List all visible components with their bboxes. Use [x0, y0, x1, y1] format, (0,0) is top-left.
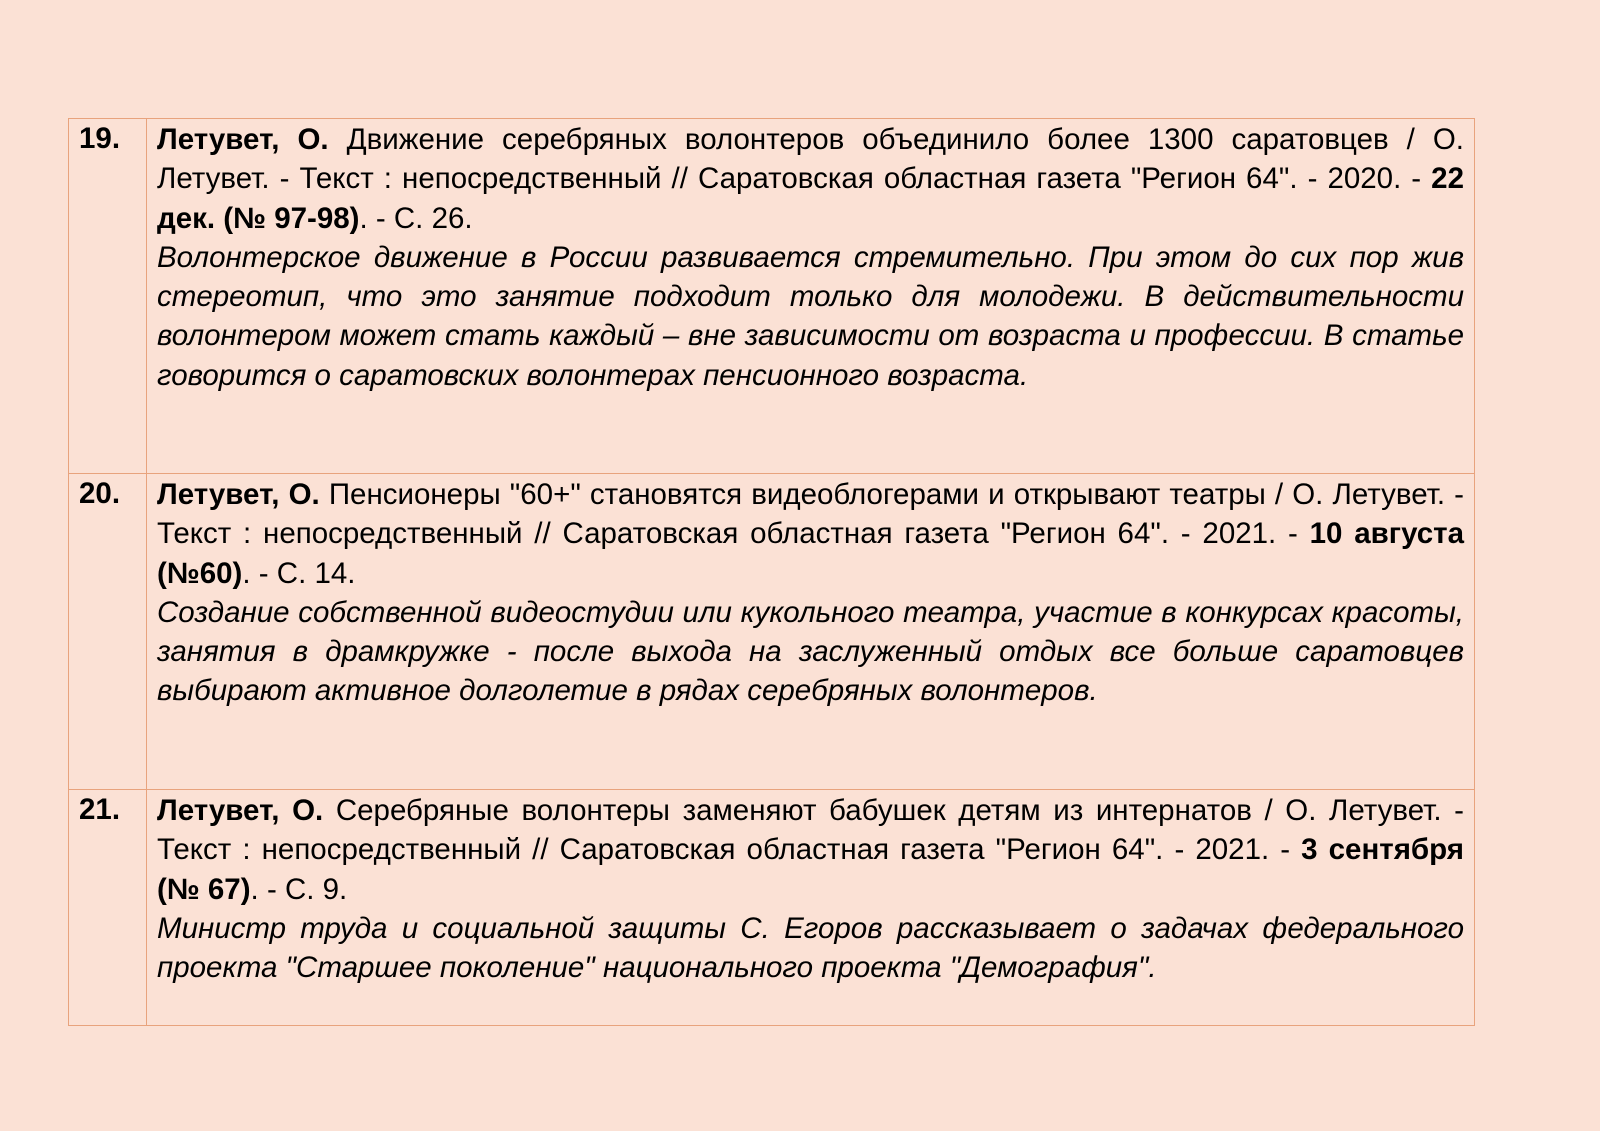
entry-annotation: Создание собственной видеостудии или кукольного театра, участие в конкурсах красоты, занятия в драмкружке - после выхода на заслуженный отдых все больше саратовцев выбирают активное долголетие в рядах серебряных волонтеров. — [157, 595, 1464, 708]
entry-author: Летувет, О. — [157, 794, 324, 827]
entry-number: 19. — [69, 119, 147, 474]
entry-issue: 10 августа (№60) — [157, 517, 1464, 590]
entry-annotation: Министр труда и социальной защиты С. Егоров рассказывает о задачах федерального проекта "Старшее поколение" национального проекта "Демография". — [157, 911, 1464, 985]
entry-number: 21. — [69, 790, 147, 1026]
entry-citation-end: . - С. 14. — [242, 556, 356, 590]
entry-text — [147, 474, 1475, 790]
entry-text — [147, 119, 1475, 474]
entry-citation-end: . - С. 26. — [359, 201, 473, 235]
bibliography-entry — [69, 119, 1475, 474]
bibliography-entry — [69, 790, 1475, 1026]
entry-annotation: Волонтерское движение в России развивается стремительно. При этом до сих пор жив стереотип, что это занятие подходит только для молодежи. В действительности волонтером может стать каждый – вне зависимости от возраста и профессии. В статье говорится о саратовских волонтерах пенсионного возраста. — [157, 240, 1464, 392]
entry-citation-start: Серебряные волонтеры заменяют бабушек детям из интернатов / О. Летувет. - Текст : непосредственный // Саратовская областная газета "Регион 64". - 2021. - — [157, 794, 1464, 867]
entry-author: Летувет, О. — [157, 123, 329, 156]
entry-citation-start: Движение серебряных волонтеров объединило более 1300 саратовцев / О. Летувет. - Текст : непосредственный // Саратовская областная газета "Регион 64". - 2020. - — [157, 123, 1464, 196]
entry-citation-start: Пенсионеры "60+" становятся видеоблогерами и открывают театры / О. Летувет. - Текст : непосредственный // Саратовская областная газета "Регион 64". - 2021. - — [157, 478, 1464, 551]
entry-issue: 22 дек. (№ 97-98) — [157, 162, 1464, 235]
bibliography-table — [68, 118, 1475, 1026]
entry-citation-end: . - С. 9. — [250, 872, 348, 906]
entry-number: 20. — [69, 474, 147, 790]
entry-issue: 3 сентября (№ 67) — [157, 833, 1464, 906]
bibliography-entry — [69, 474, 1475, 790]
entry-text — [147, 790, 1475, 1026]
entry-author: Летувет, О. — [157, 478, 320, 511]
